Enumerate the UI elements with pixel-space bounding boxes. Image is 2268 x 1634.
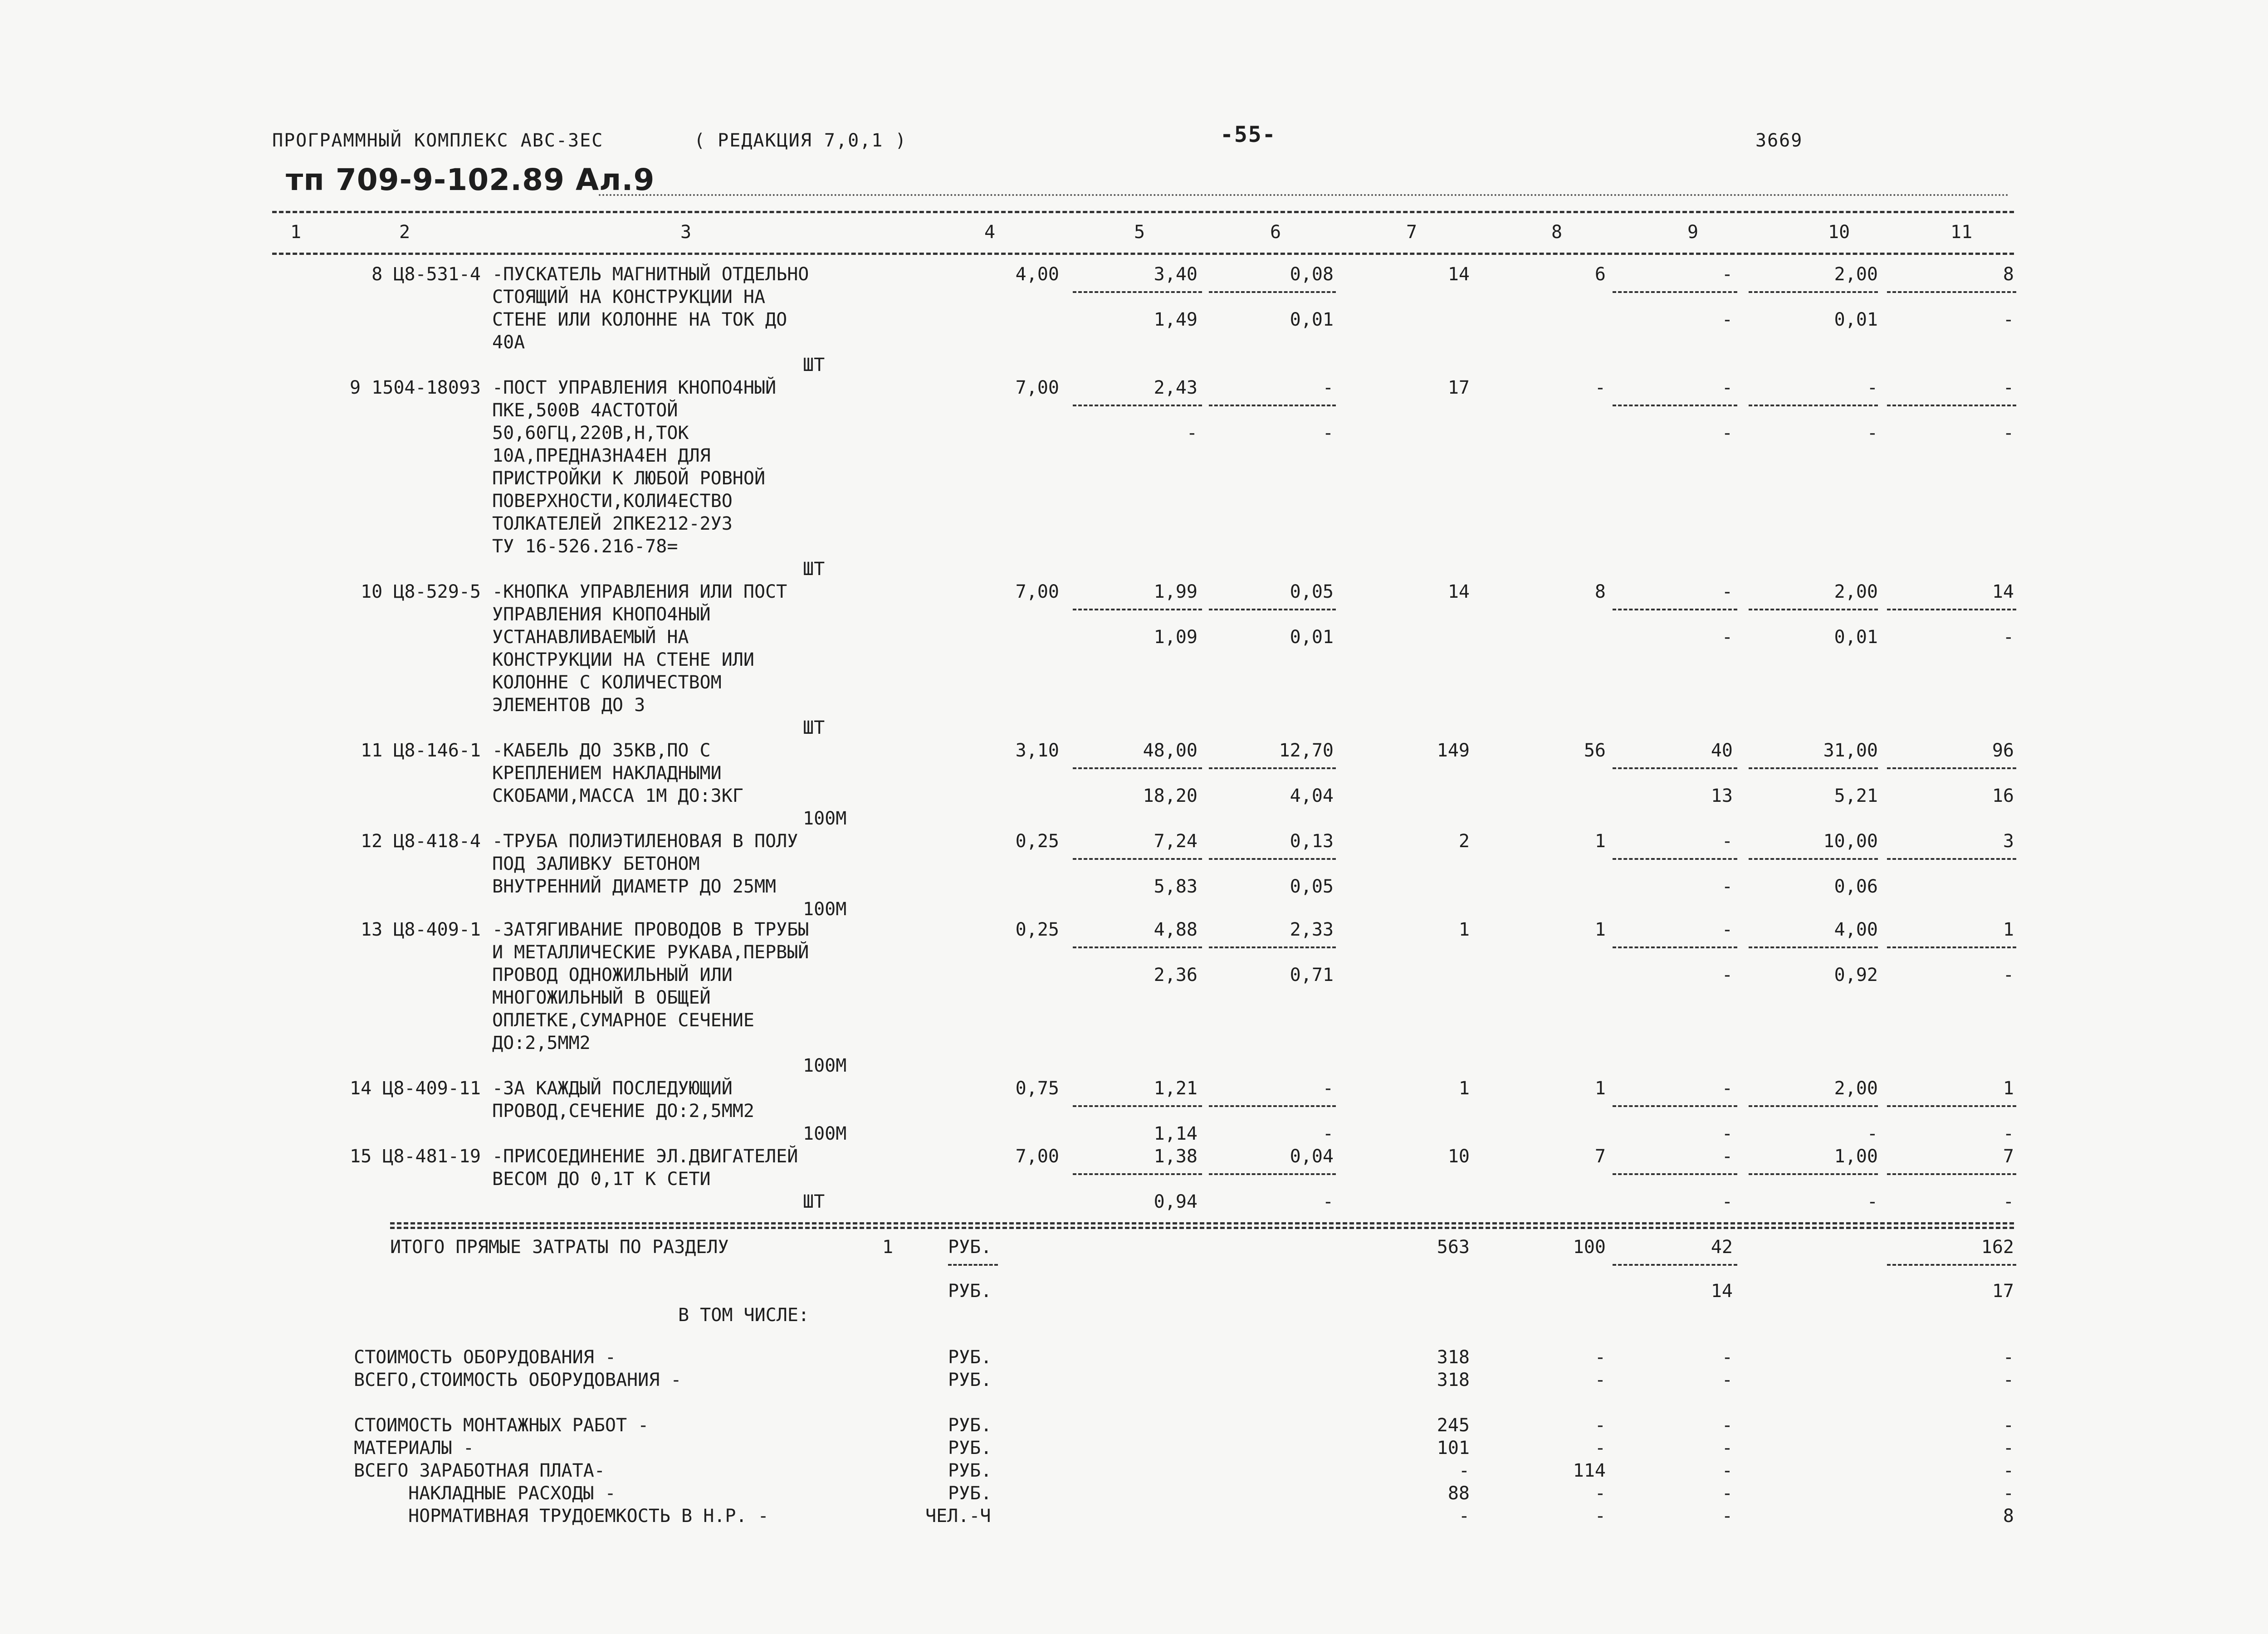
cell-c9b: 13 bbox=[1711, 785, 1733, 806]
cell-c6b: - bbox=[1322, 423, 1334, 444]
row-description: -ПОСТ УПРАВЛЕНИЯ КНОПО4НЫЙ ПКЕ,500В 4АСТОТОЙ 50,60ГЦ,220В,Н,ТОК 10А,ПРЕДНАЗНА4ЕН ДЛЯ ПРИСТРОЙКИ К ЛЮБОЙ РОВНОЙ ПОВЕРХНОСТИ,КОЛИ4ЕСТВО ТОЛКАТЕЛЕЙ 2ПКЕ212-2У3 ТУ 16-526.216-78= bbox=[492, 377, 777, 557]
cell-c11b: - bbox=[2003, 1123, 2014, 1144]
column-header-4: 4 bbox=[984, 222, 996, 243]
row-description: -ЗАТЯГИВАНИЕ ПРОВОДОВ В ТРУБЫ И МЕТАЛЛИЧЕСКИЕ РУКАВА,ПЕРВЫЙ ПРОВОД ОДНОЖИЛЬНЫЙ ИЛИ МНОГОЖИЛЬНЫЙ В ОБЩЕЙ ОПЛЕТКЕ,СУМАРНОЕ СЕЧЕНИЕ ДО:2,5ММ2 bbox=[492, 919, 809, 1054]
fraction-rule bbox=[1209, 1173, 1336, 1175]
cell-c9: - bbox=[1721, 919, 1733, 940]
summary-label: СТОИМОСТЬ МОНТАЖНЫХ РАБОТ - bbox=[354, 1415, 649, 1436]
fraction-rule bbox=[1073, 858, 1202, 860]
summary-c11: - bbox=[2003, 1415, 2014, 1436]
cell-c4: 0,75 bbox=[1015, 1078, 1059, 1099]
summary-label: ВСЕГО ЗАРАБОТНАЯ ПЛАТА- bbox=[354, 1460, 605, 1481]
row-code: 15 Ц8-481-19 bbox=[350, 1146, 481, 1167]
cell-c5: 4,88 bbox=[1154, 919, 1198, 940]
cell-c4: 3,10 bbox=[1015, 740, 1059, 761]
fraction-rule bbox=[1209, 1105, 1336, 1107]
summary-c9: - bbox=[1721, 1460, 1733, 1481]
cell-c5b: 1,49 bbox=[1154, 309, 1198, 330]
row-unit: ШТ bbox=[803, 717, 825, 738]
row-code: 14 Ц8-409-11 bbox=[350, 1078, 481, 1099]
cell-c9: - bbox=[1721, 264, 1733, 285]
cell-c9: - bbox=[1721, 581, 1733, 602]
cell-c6b: 0,01 bbox=[1290, 627, 1334, 648]
fraction-rule bbox=[1613, 1173, 1737, 1175]
cell-c11b: - bbox=[2003, 965, 2014, 985]
summary-c11: - bbox=[2003, 1460, 2014, 1481]
cell-c6b: - bbox=[1322, 1191, 1334, 1212]
column-header-9: 9 bbox=[1687, 222, 1699, 243]
fraction-rule bbox=[1613, 767, 1737, 769]
row-unit: 100М bbox=[803, 808, 847, 829]
summary-c7: 318 bbox=[1437, 1370, 1470, 1390]
document-code: тп 709-9-102.89 Ал.9 bbox=[286, 162, 655, 197]
fraction-rule bbox=[1887, 609, 2016, 610]
cell-c5b: 2,36 bbox=[1154, 965, 1198, 985]
cell-c10b: - bbox=[1867, 423, 1878, 444]
summary-c8: 114 bbox=[1573, 1460, 1606, 1481]
cell-c11: 96 bbox=[1992, 740, 2014, 761]
column-header-1: 1 bbox=[290, 222, 302, 243]
fraction-rule bbox=[1749, 858, 1878, 860]
fraction-rule bbox=[1749, 405, 1878, 406]
table-top-rule bbox=[272, 211, 2014, 213]
cell-c10b: 5,21 bbox=[1834, 785, 1878, 806]
cell-c8: - bbox=[1594, 377, 1606, 398]
column-header-8: 8 bbox=[1551, 222, 1563, 243]
fraction-rule bbox=[1073, 405, 1202, 406]
totals-c9: 42 bbox=[1711, 1237, 1733, 1258]
totals-c9b: 14 bbox=[1711, 1281, 1733, 1302]
cell-c8: 1 bbox=[1594, 1078, 1606, 1099]
cell-c6: 2,33 bbox=[1290, 919, 1334, 940]
cell-c8: 56 bbox=[1584, 740, 1606, 761]
fraction-rule bbox=[1073, 1105, 1202, 1107]
totals-section: 1 bbox=[882, 1237, 894, 1258]
cell-c6b: 0,01 bbox=[1290, 309, 1334, 330]
cell-c7: 2 bbox=[1458, 831, 1470, 852]
fraction-rule bbox=[1749, 1173, 1878, 1175]
summary-c9: - bbox=[1721, 1506, 1733, 1527]
cell-c10: 2,00 bbox=[1834, 1078, 1878, 1099]
cell-c10b: 0,01 bbox=[1834, 309, 1878, 330]
column-header-11: 11 bbox=[1950, 222, 1973, 243]
cell-c10b: 0,06 bbox=[1834, 876, 1878, 897]
fraction-rule bbox=[1073, 291, 1202, 293]
cell-c7: 14 bbox=[1447, 581, 1470, 602]
summary-label: ВСЕГО,СТОИМОСТЬ ОБОРУДОВАНИЯ - bbox=[354, 1370, 682, 1390]
cell-c8: 1 bbox=[1594, 831, 1606, 852]
cell-c11b: - bbox=[2003, 423, 2014, 444]
cell-c9b: - bbox=[1721, 876, 1733, 897]
fraction-rule bbox=[1209, 767, 1336, 769]
row-unit: 100М bbox=[803, 899, 847, 920]
column-header-10: 10 bbox=[1828, 222, 1850, 243]
fraction-rule bbox=[1073, 767, 1202, 769]
fraction-rule bbox=[1209, 609, 1336, 610]
summary-unit: РУБ. bbox=[948, 1370, 992, 1390]
row-description: -КАБЕЛЬ ДО 35КВ,ПО С КРЕПЛЕНИЕМ НАКЛАДНЫМИ СКОБАМИ,МАССА 1М ДО:3КГ bbox=[492, 740, 743, 806]
cell-c7: 1 bbox=[1458, 1078, 1470, 1099]
fraction-rule bbox=[1613, 405, 1737, 406]
cell-c11b: 16 bbox=[1992, 785, 2014, 806]
header-dotted-line bbox=[599, 194, 2009, 196]
cell-c7: 17 bbox=[1447, 377, 1470, 398]
cell-c4: 7,00 bbox=[1015, 581, 1059, 602]
cell-c9b: - bbox=[1721, 1123, 1733, 1144]
fraction-rule bbox=[1613, 1105, 1737, 1107]
row-code: 12 Ц8-418-4 bbox=[361, 831, 481, 852]
row-code: 13 Ц8-409-1 bbox=[361, 919, 481, 940]
cell-c5b: 0,94 bbox=[1154, 1191, 1198, 1212]
cell-c10b: - bbox=[1867, 1123, 1878, 1144]
summary-c9: - bbox=[1721, 1370, 1733, 1390]
row-unit: ШТ bbox=[803, 355, 825, 376]
cell-c4: 4,00 bbox=[1015, 264, 1059, 285]
fraction-rule bbox=[1887, 291, 2016, 293]
cell-c9b: - bbox=[1721, 627, 1733, 648]
cell-c5b: - bbox=[1186, 423, 1198, 444]
fraction-rule bbox=[1749, 767, 1878, 769]
cell-c11: 14 bbox=[1992, 581, 2014, 602]
fraction-rule bbox=[1613, 946, 1737, 948]
cell-c10: 10,00 bbox=[1823, 831, 1878, 852]
summary-unit: РУБ. bbox=[948, 1438, 992, 1458]
cell-c11b: - bbox=[2003, 309, 2014, 330]
cell-c6: 0,04 bbox=[1290, 1146, 1334, 1167]
row-code: 8 Ц8-531-4 bbox=[371, 264, 481, 285]
fraction-rule bbox=[1209, 946, 1336, 948]
cell-c7: 10 bbox=[1447, 1146, 1470, 1167]
row-description: -КНОПКА УПРАВЛЕНИЯ ИЛИ ПОСТ УПРАВЛЕНИЯ КНОПО4НЫЙ УСТАНАВЛИВАЕМЫЙ НА КОНСТРУКЦИИ НА СТЕНЕ ИЛИ КОЛОННЕ С КОЛИЧЕСТВОМ ЭЛЕМЕНТОВ ДО 3 bbox=[492, 581, 787, 716]
summary-c7: 318 bbox=[1437, 1347, 1470, 1368]
fraction-rule bbox=[1887, 1173, 2016, 1175]
cell-c9: - bbox=[1721, 377, 1733, 398]
totals-rule-c9 bbox=[1613, 1264, 1737, 1266]
summary-label: СТОИМОСТЬ ОБОРУДОВАНИЯ - bbox=[354, 1347, 616, 1368]
cell-c11b: - bbox=[2003, 627, 2014, 648]
fraction-rule bbox=[1209, 858, 1336, 860]
cell-c8: 6 bbox=[1594, 264, 1606, 285]
cell-c9: 40 bbox=[1711, 740, 1733, 761]
cell-c11: 8 bbox=[2003, 264, 2014, 285]
totals-c11: 162 bbox=[1981, 1237, 2014, 1258]
fraction-rule bbox=[1613, 858, 1737, 860]
cell-c5: 7,24 bbox=[1154, 831, 1198, 852]
summary-c9: - bbox=[1721, 1483, 1733, 1504]
cell-c10b: 0,01 bbox=[1834, 627, 1878, 648]
cell-c9: - bbox=[1721, 1078, 1733, 1099]
cell-c9b: - bbox=[1721, 965, 1733, 985]
totals-c8: 100 bbox=[1573, 1237, 1606, 1258]
totals-unit-2: РУБ. bbox=[948, 1281, 992, 1302]
cell-c10: 31,00 bbox=[1823, 740, 1878, 761]
cell-c9b: - bbox=[1721, 309, 1733, 330]
column-header-2: 2 bbox=[399, 222, 411, 243]
fraction-rule bbox=[1613, 291, 1737, 293]
row-unit: 100М bbox=[803, 1055, 847, 1076]
cell-c6: 0,05 bbox=[1290, 581, 1334, 602]
cell-c4: 0,25 bbox=[1015, 831, 1059, 852]
cell-c10: 4,00 bbox=[1834, 919, 1878, 940]
fraction-rule bbox=[1209, 405, 1336, 406]
cell-c9b: - bbox=[1721, 423, 1733, 444]
cell-c9: - bbox=[1721, 1146, 1733, 1167]
row-unit: 100М bbox=[803, 1123, 847, 1144]
summary-label: МАТЕРИАЛЫ - bbox=[354, 1438, 474, 1458]
summary-unit: РУБ. bbox=[948, 1460, 992, 1481]
cell-c5b: 18,20 bbox=[1143, 785, 1198, 806]
totals-c11b: 17 bbox=[1992, 1281, 2014, 1302]
column-header-6: 6 bbox=[1270, 222, 1281, 243]
cell-c11: 1 bbox=[2003, 1078, 2014, 1099]
summary-unit: ЧЕЛ.-Ч bbox=[925, 1506, 991, 1527]
row-description: -ТРУБА ПОЛИЭТИЛЕНОВАЯ В ПОЛУ ПОД ЗАЛИВКУ БЕТОНОМ ВНУТРЕННИЙ ДИАМЕТР ДО 25ММ bbox=[492, 831, 798, 897]
summary-c11: 8 bbox=[2003, 1506, 2014, 1527]
cell-c7: 1 bbox=[1458, 919, 1470, 940]
cell-c5: 1,38 bbox=[1154, 1146, 1198, 1167]
summary-c9: - bbox=[1721, 1347, 1733, 1368]
cell-c10: 1,00 bbox=[1834, 1146, 1878, 1167]
summary-c7: 101 bbox=[1437, 1438, 1470, 1458]
summary-c8: - bbox=[1594, 1438, 1606, 1458]
totals-c7: 563 bbox=[1437, 1237, 1470, 1258]
summary-c7: 245 bbox=[1437, 1415, 1470, 1436]
summary-c11: - bbox=[2003, 1347, 2014, 1368]
cell-c9b: - bbox=[1721, 1191, 1733, 1212]
cell-c5: 2,43 bbox=[1154, 377, 1198, 398]
fraction-rule bbox=[1749, 946, 1878, 948]
fraction-rule bbox=[1749, 1105, 1878, 1107]
column-header-5: 5 bbox=[1134, 222, 1145, 243]
fraction-rule bbox=[1887, 767, 2016, 769]
column-header-7: 7 bbox=[1406, 222, 1418, 243]
cell-c7: 149 bbox=[1437, 740, 1470, 761]
cell-c5b: 1,14 bbox=[1154, 1123, 1198, 1144]
fraction-rule bbox=[1887, 1105, 2016, 1107]
cell-c10: - bbox=[1867, 377, 1878, 398]
summary-c8: - bbox=[1594, 1506, 1606, 1527]
summary-c7: - bbox=[1458, 1460, 1470, 1481]
column-header-rule bbox=[272, 253, 2014, 255]
fraction-rule bbox=[1887, 946, 2016, 948]
cell-c6b: 4,04 bbox=[1290, 785, 1334, 806]
cell-c8: 1 bbox=[1594, 919, 1606, 940]
fraction-rule bbox=[1209, 291, 1336, 293]
edition-label: ( РЕДАКЦИЯ 7,0,1 ) bbox=[694, 130, 907, 151]
program-name: ПРОГРАММНЫЙ КОМПЛЕКС АВС-3ЕС bbox=[272, 130, 604, 151]
cell-c10b: - bbox=[1867, 1191, 1878, 1212]
cell-c11: 3 bbox=[2003, 831, 2014, 852]
row-unit: ШТ bbox=[803, 559, 825, 580]
row-code: 11 Ц8-146-1 bbox=[361, 740, 481, 761]
summary-label: НОРМАТИВНАЯ ТРУДОЕМКОСТЬ В Н.Р. - bbox=[408, 1506, 769, 1527]
row-unit: ШТ bbox=[803, 1191, 825, 1212]
cell-c4: 7,00 bbox=[1015, 1146, 1059, 1167]
summary-unit: РУБ. bbox=[948, 1347, 992, 1368]
fraction-rule bbox=[1749, 609, 1878, 610]
summary-c11: - bbox=[2003, 1438, 2014, 1458]
document-number: 3669 bbox=[1755, 130, 1803, 151]
summary-c11: - bbox=[2003, 1370, 2014, 1390]
summary-c8: - bbox=[1594, 1483, 1606, 1504]
cell-c5b: 5,83 bbox=[1154, 876, 1198, 897]
row-description: -ПРИСОЕДИНЕНИЕ ЭЛ.ДВИГАТЕЛЕЙ ВЕСОМ ДО 0,1Т К СЕТИ bbox=[492, 1146, 798, 1190]
cell-c5: 48,00 bbox=[1143, 740, 1198, 761]
cell-c10b: 0,92 bbox=[1834, 965, 1878, 985]
cell-c4: 0,25 bbox=[1015, 919, 1059, 940]
cell-c6b: 0,71 bbox=[1290, 965, 1334, 985]
summary-c8: - bbox=[1594, 1415, 1606, 1436]
cell-c10: 2,00 bbox=[1834, 264, 1878, 285]
fraction-rule bbox=[1613, 609, 1737, 610]
summary-c8: - bbox=[1594, 1370, 1606, 1390]
row-code: 9 1504-18093 bbox=[350, 377, 481, 398]
cell-c6: - bbox=[1322, 1078, 1334, 1099]
column-header-3: 3 bbox=[680, 222, 692, 243]
cell-c11: - bbox=[2003, 377, 2014, 398]
cell-c5b: 1,09 bbox=[1154, 627, 1198, 648]
cell-c6: 0,13 bbox=[1290, 831, 1334, 852]
summary-c7: - bbox=[1458, 1506, 1470, 1527]
cell-c5: 1,99 bbox=[1154, 581, 1198, 602]
totals-unit: РУБ. bbox=[948, 1237, 992, 1258]
totals-top-rule bbox=[390, 1222, 2014, 1224]
cell-c6: - bbox=[1322, 377, 1334, 398]
cell-c11b: - bbox=[2003, 1191, 2014, 1212]
totals-rule-c11 bbox=[1887, 1264, 2016, 1266]
fraction-rule bbox=[1887, 405, 2016, 406]
page-number: -55- bbox=[1220, 122, 1276, 147]
cell-c8: 7 bbox=[1594, 1146, 1606, 1167]
cell-c6: 0,08 bbox=[1290, 264, 1334, 285]
cell-c6b: - bbox=[1322, 1123, 1334, 1144]
cell-c11: 7 bbox=[2003, 1146, 2014, 1167]
row-description: -ПУСКАТЕЛЬ МАГНИТНЫЙ ОТДЕЛЬНО СТОЯЩИЙ НА КОНСТРУКЦИИ НА СТЕНЕ ИЛИ КОЛОННЕ НА ТОК ДО 40А bbox=[492, 264, 809, 353]
cell-c11: 1 bbox=[2003, 919, 2014, 940]
row-description: -ЗА КАЖДЫЙ ПОСЛЕДУЮЩИЙ ПРОВОД,СЕЧЕНИЕ ДО:2,5ММ2 bbox=[492, 1078, 754, 1122]
summary-c8: - bbox=[1594, 1347, 1606, 1368]
cell-c8: 8 bbox=[1594, 581, 1606, 602]
fraction-rule bbox=[1073, 1173, 1202, 1175]
summary-unit: РУБ. bbox=[948, 1483, 992, 1504]
cell-c6b: 0,05 bbox=[1290, 876, 1334, 897]
totals-label: ИТОГО ПРЯМЫЕ ЗАТРАТЫ ПО РАЗДЕЛУ bbox=[390, 1237, 729, 1258]
including-label: В ТОМ ЧИСЛЕ: bbox=[678, 1305, 809, 1326]
cell-c9: - bbox=[1721, 831, 1733, 852]
fraction-rule bbox=[1073, 609, 1202, 610]
fraction-rule bbox=[1887, 858, 2016, 860]
fraction-rule bbox=[1749, 291, 1878, 293]
summary-c11: - bbox=[2003, 1483, 2014, 1504]
cell-c7: 14 bbox=[1447, 264, 1470, 285]
cell-c10: 2,00 bbox=[1834, 581, 1878, 602]
summary-label: НАКЛАДНЫЕ РАСХОДЫ - bbox=[408, 1483, 616, 1504]
summary-c9: - bbox=[1721, 1415, 1733, 1436]
cell-c5: 1,21 bbox=[1154, 1078, 1198, 1099]
summary-c9: - bbox=[1721, 1438, 1733, 1458]
summary-c7: 88 bbox=[1447, 1483, 1470, 1504]
fraction-rule bbox=[1073, 946, 1202, 948]
cell-c5: 3,40 bbox=[1154, 264, 1198, 285]
totals-unit-rule bbox=[948, 1264, 998, 1266]
cell-c4: 7,00 bbox=[1015, 377, 1059, 398]
cell-c6: 12,70 bbox=[1279, 740, 1334, 761]
summary-unit: РУБ. bbox=[948, 1415, 992, 1436]
row-code: 10 Ц8-529-5 bbox=[361, 581, 481, 602]
